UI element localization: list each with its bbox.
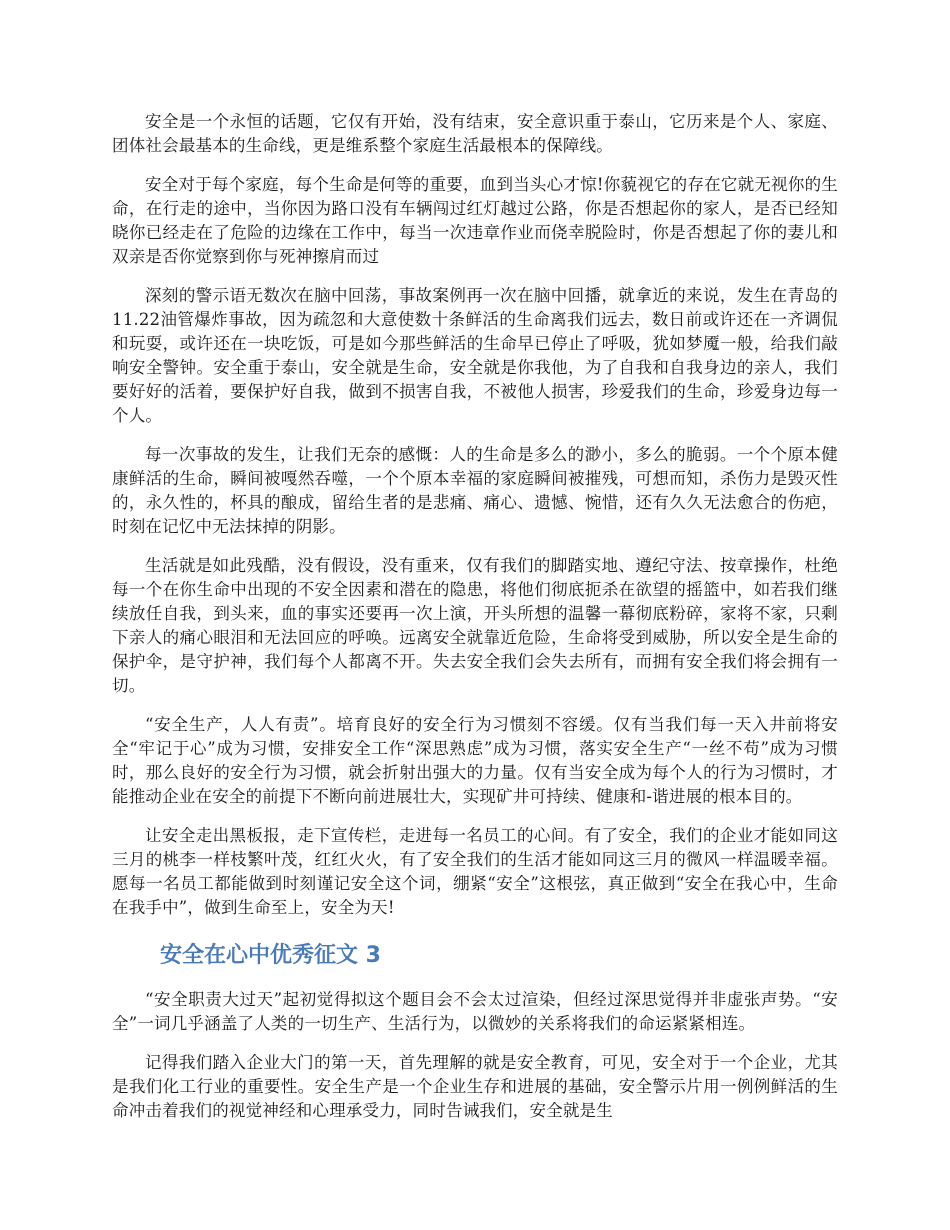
paragraph-2: 安全对于每个家庭，每个生命是何等的重要，血到当头心才惊!你藐视它的存在它就无视你的生命，在行走的途中，当你因为路口没有车辆闯过红灯越过公路，你是否想起你的家人，是否已经知晓你已经走在了危险的边缘在工作中，每当一次违章作业而侥幸脱险时，你是否想起了你的妻儿和双亲是否你觉察到你与死神擦肩而过	[112, 175, 838, 266]
paragraph-5: 生活就是如此残酷，没有假设，没有重来，仅有我们的脚踏实地、遵纪守法、按章操作，杜绝每一个在你生命中出现的不安全因素和潜在的隐患，将他们彻底扼杀在欲望的摇篮中，如若我们继续放任自我，到头来，血的事实还要再一次上演，开头所想的温馨一幕彻底粉碎，家将不家，只剩下亲人的痛心眼泪和无法回应的呼唤。远离安全就靠近危险，生命将受到威胁，所以安全是生命的保护伞，是守护神，我们每个人都离不开。失去安全我们会失去所有，而拥有安全我们将会拥有一切。	[112, 556, 838, 695]
paragraph-9: 记得我们踏入企业大门的第一天，首先理解的就是安全教育，可见，安全对于一个企业，尤其是我们化工行业的重要性。安全生产是一个企业生存和进展的基础，安全警示片用一例例鲜活的生命冲击着我们的视觉神经和心理承受力，同时告诫我们，安全就是生	[112, 1053, 838, 1120]
paragraph-3: 深刻的警示语无数次在脑中回荡，事故案例再一次在脑中回播，就拿近的来说，发生在青岛的11.22油管爆炸事故，因为疏忽和大意使数十条鲜活的生命离我们远去，数日前或许还在一齐调侃和玩耍，或许还在一块吃饭，可是如今那些鲜活的生命早已停止了呼吸，犹如梦魇一般，给我们敲响安全警钟。安全重于泰山，安全就是生命，安全就是你我他，为了自我和自我身边的亲人，我们要好好的活着，要保护好自我，做到不损害自我，不被他人损害，珍爱我们的生命，珍爱身边每一个人。	[112, 286, 838, 425]
paragraph-1: 安全是一个永恒的话题，它仅有开始，没有结束，安全意识重于泰山，它历来是个人、家庭、团体社会最基本的生命线，更是维系整个家庭生活最根本的保障线。	[112, 112, 838, 155]
paragraph-4: 每一次事故的发生，让我们无奈的感慨：人的生命是多么的渺小，多么的脆弱。一个个原本健康鲜活的生命，瞬间被嘎然吞噬，一个个原本幸福的家庭瞬间被摧残，可想而知，杀伤力是毁灭性的，永久性的，杯具的酿成，留给生者的是悲痛、痛心、遗憾、惋惜，还有久久无法愈合的伤疤，时刻在记忆中无法抹掉的阴影。	[112, 445, 838, 536]
paragraph-8: “安全职责大过天”起初觉得拟这个题目会不会太过渲染，但经过深思觉得并非虚张声势。“安全”一词几乎涵盖了人类的一切生产、生活行为，以微妙的关系将我们的命运紧紧相连。	[112, 990, 838, 1033]
paragraph-6: “安全生产，人人有责”。培育良好的安全行为习惯刻不容缓。仅有当我们每一天入井前将安全“牢记于心”成为习惯，安排安全工作“深思熟虑”成为习惯，落实安全生产“一丝不苟”成为习惯时，那么良好的安全行为习惯，就会折射出强大的力量。仅有当安全成为每个人的行为习惯时，才能推动企业在安全的前提下不断向前进展壮大，实现矿井可持续、健康和-谐进展的根本目的。	[112, 715, 838, 806]
paragraph-7: 让安全走出黑板报，走下宣传栏，走进每一名员工的心间。有了安全，我们的企业才能如同这三月的桃李一样枝繁叶茂，红红火火，有了安全我们的生活才能如同这三月的微风一样温暖幸福。愿每一名员工都能做到时刻谨记安全这个词，绷紧“安全”这根弦，真正做到“安全在我心中，生命在我手中”，做到生命至上，安全为天!	[112, 826, 838, 917]
section-heading: 安全在心中优秀征文 3	[160, 943, 381, 968]
